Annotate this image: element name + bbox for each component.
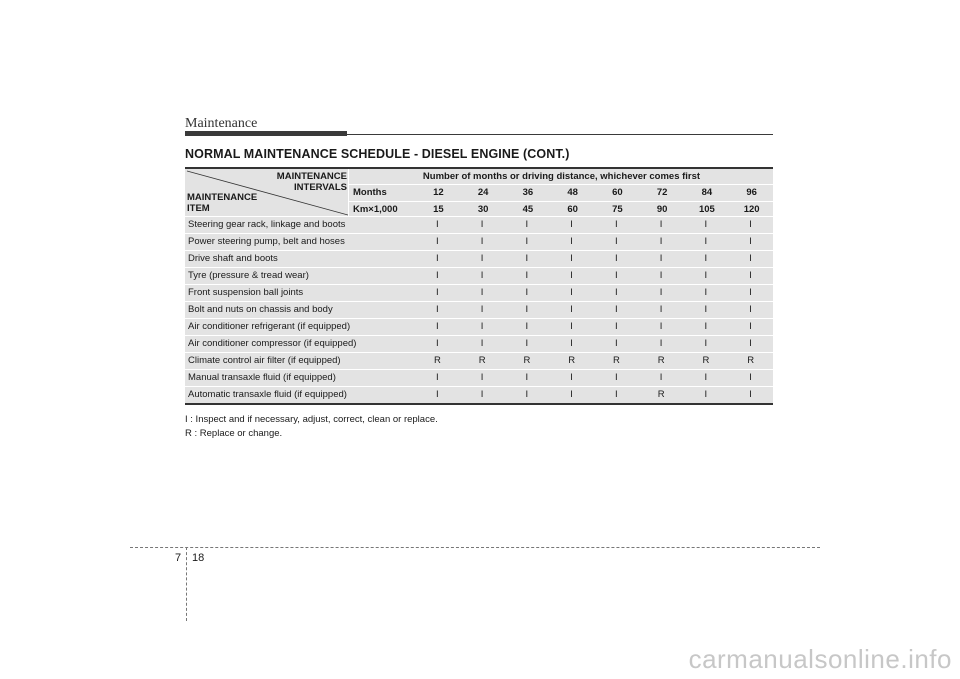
schedule-cell: R bbox=[657, 355, 665, 366]
legend bbox=[185, 413, 438, 441]
schedule-cell: R bbox=[478, 355, 486, 366]
months-cell: 96 bbox=[746, 187, 757, 198]
months-cell: 60 bbox=[612, 187, 623, 198]
maintenance-item: Power steering pump, belt and hoses bbox=[188, 236, 345, 247]
chapter-number: 7 bbox=[175, 552, 182, 564]
schedule-cell: I bbox=[704, 287, 708, 298]
schedule-cell: I bbox=[570, 219, 573, 230]
schedule-cell: I bbox=[525, 287, 529, 298]
km-row bbox=[349, 201, 774, 218]
schedule-cell: I bbox=[615, 287, 618, 298]
km-cell: 45 bbox=[522, 204, 534, 215]
schedule-cell: I bbox=[525, 372, 529, 383]
schedule-cell: I bbox=[570, 236, 573, 247]
schedule-cell: R bbox=[657, 389, 665, 400]
schedule-cell: I bbox=[570, 304, 573, 315]
table-row bbox=[185, 352, 773, 369]
schedule-cell: I bbox=[704, 219, 708, 230]
schedule-cell: I bbox=[749, 321, 752, 332]
table-row bbox=[185, 369, 773, 386]
schedule-cell: I bbox=[659, 304, 663, 315]
schedule-cell: I bbox=[749, 219, 752, 230]
schedule-cell: I bbox=[749, 287, 752, 298]
months-cell: 48 bbox=[567, 187, 578, 198]
maintenance-schedule-table bbox=[185, 167, 773, 405]
label-maintenance-item bbox=[187, 192, 257, 214]
schedule-cell: I bbox=[570, 321, 573, 332]
schedule-cell: I bbox=[570, 389, 573, 400]
schedule-cell: I bbox=[480, 372, 484, 383]
schedule-cell: I bbox=[480, 304, 484, 315]
schedule-cell: I bbox=[615, 253, 618, 264]
footer-divider bbox=[186, 547, 187, 621]
table-row bbox=[185, 386, 773, 405]
maintenance-item: Air conditioner refrigerant (if equipped) bbox=[188, 321, 351, 332]
interval-header bbox=[348, 169, 774, 216]
table-row bbox=[185, 216, 773, 233]
schedule-cell: I bbox=[525, 338, 529, 349]
km-cell: 60 bbox=[567, 204, 578, 215]
schedule-cell: I bbox=[615, 321, 618, 332]
schedule-cell: I bbox=[436, 287, 439, 298]
maintenance-item: Manual transaxle fluid (if equipped) bbox=[188, 372, 336, 383]
km-cell: 15 bbox=[433, 204, 444, 215]
schedule-cell: I bbox=[525, 321, 529, 332]
table-row bbox=[185, 267, 773, 284]
table-row bbox=[185, 284, 773, 301]
legend-replace: R : Replace or change. bbox=[185, 428, 283, 439]
schedule-cell: I bbox=[704, 270, 708, 281]
schedule-cell: I bbox=[615, 304, 618, 315]
table-row bbox=[185, 318, 773, 335]
schedule-cell: I bbox=[704, 321, 708, 332]
schedule-cell: I bbox=[436, 253, 439, 264]
table-row bbox=[185, 335, 773, 352]
schedule-cell: I bbox=[436, 219, 439, 230]
schedule-cell: I bbox=[659, 253, 663, 264]
schedule-cell: I bbox=[704, 372, 708, 383]
schedule-cell: I bbox=[570, 253, 573, 264]
schedule-cell: I bbox=[436, 321, 439, 332]
months-label: Months bbox=[353, 187, 387, 198]
schedule-cell: I bbox=[480, 338, 484, 349]
label-item-text: MAINTENANCE ITEM bbox=[187, 192, 258, 214]
page-title: NORMAL MAINTENANCE SCHEDULE - DIESEL ENGINE (CONT.) bbox=[185, 147, 570, 161]
maintenance-item: Climate control air filter (if equipped) bbox=[188, 355, 341, 366]
schedule-cell: I bbox=[659, 236, 663, 247]
schedule-cell: I bbox=[704, 236, 708, 247]
schedule-cell: I bbox=[525, 304, 529, 315]
schedule-cell: R bbox=[702, 355, 710, 366]
schedule-cell: I bbox=[659, 338, 663, 349]
schedule-cell: I bbox=[659, 321, 663, 332]
km-cell: 75 bbox=[612, 204, 623, 215]
km-cell: 120 bbox=[743, 204, 760, 215]
schedule-cell: I bbox=[436, 338, 439, 349]
watermark-text: carmanualsonline.info bbox=[688, 644, 952, 674]
legend-inspect: I : Inspect and if necessary, adjust, correct, clean or replace. bbox=[185, 414, 438, 425]
schedule-cell: I bbox=[615, 372, 618, 383]
schedule-cell: I bbox=[480, 270, 484, 281]
schedule-cell: I bbox=[704, 389, 708, 400]
footer-rule bbox=[130, 547, 820, 548]
months-cell: 72 bbox=[656, 187, 668, 198]
schedule-cell: I bbox=[659, 372, 663, 383]
schedule-cell: I bbox=[615, 389, 618, 400]
months-cell: 12 bbox=[433, 187, 444, 198]
schedule-cell: I bbox=[570, 287, 573, 298]
schedule-cell: I bbox=[704, 304, 708, 315]
table-body bbox=[185, 216, 773, 405]
maintenance-item: Automatic transaxle fluid (if equipped) bbox=[188, 389, 347, 400]
schedule-cell: R bbox=[523, 355, 531, 366]
interval-caption: Number of months or driving distance, whichever comes first bbox=[349, 169, 774, 185]
maintenance-item: Bolt and nuts on chassis and body bbox=[188, 304, 333, 315]
schedule-cell: I bbox=[525, 219, 529, 230]
km-cell: 30 bbox=[477, 204, 489, 215]
schedule-cell: I bbox=[749, 236, 752, 247]
table-header bbox=[185, 167, 773, 216]
schedule-cell: I bbox=[749, 372, 752, 383]
schedule-cell: I bbox=[749, 389, 752, 400]
schedule-cell: I bbox=[570, 270, 573, 281]
schedule-cell: I bbox=[525, 253, 529, 264]
km-label: Km×1,000 bbox=[353, 204, 398, 215]
schedule-cell: I bbox=[749, 304, 752, 315]
schedule-cell: I bbox=[525, 236, 529, 247]
schedule-cell: I bbox=[480, 219, 484, 230]
schedule-cell: I bbox=[749, 270, 752, 281]
label-intervals-text: MAINTENANCE INTERVALS bbox=[276, 171, 347, 193]
schedule-cell: I bbox=[659, 219, 663, 230]
schedule-cell: I bbox=[480, 389, 484, 400]
schedule-cell: I bbox=[525, 389, 529, 400]
label-maintenance-intervals bbox=[271, 171, 347, 193]
schedule-cell: R bbox=[568, 355, 576, 366]
table-row bbox=[185, 301, 773, 318]
schedule-cell: I bbox=[525, 270, 529, 281]
km-cell: 90 bbox=[656, 204, 668, 215]
maintenance-item: Air conditioner compressor (if equipped) bbox=[188, 338, 357, 349]
schedule-cell: I bbox=[704, 338, 708, 349]
months-cell: 84 bbox=[701, 187, 713, 198]
schedule-cell: I bbox=[615, 338, 618, 349]
schedule-cell: I bbox=[659, 287, 663, 298]
schedule-cell: I bbox=[570, 372, 573, 383]
page-number: 18 bbox=[192, 552, 205, 564]
schedule-cell: I bbox=[436, 270, 439, 281]
header-rule bbox=[347, 134, 773, 135]
table-row bbox=[185, 233, 773, 250]
schedule-cell: I bbox=[749, 253, 752, 264]
schedule-cell: I bbox=[480, 253, 484, 264]
schedule-cell: I bbox=[480, 236, 484, 247]
schedule-cell: I bbox=[749, 338, 752, 349]
section-title: Maintenance bbox=[185, 116, 258, 131]
maintenance-item: Steering gear rack, linkage and boots bbox=[188, 219, 346, 230]
schedule-cell: R bbox=[612, 355, 620, 366]
schedule-cell: I bbox=[615, 270, 618, 281]
schedule-cell: I bbox=[436, 304, 439, 315]
months-cell: 24 bbox=[477, 187, 489, 198]
schedule-cell: I bbox=[704, 253, 708, 264]
schedule-cell: I bbox=[570, 338, 573, 349]
header-bar bbox=[185, 131, 347, 136]
maintenance-item: Drive shaft and boots bbox=[188, 253, 278, 264]
months-row bbox=[349, 185, 774, 201]
schedule-cell: I bbox=[436, 372, 439, 383]
table-row bbox=[185, 250, 773, 267]
schedule-cell: I bbox=[480, 287, 484, 298]
schedule-cell: I bbox=[659, 270, 663, 281]
maintenance-item: Tyre (pressure & tread wear) bbox=[188, 270, 309, 281]
schedule-cell: I bbox=[436, 236, 439, 247]
schedule-cell: R bbox=[747, 355, 755, 366]
months-cell: 36 bbox=[522, 187, 534, 198]
km-cell: 105 bbox=[698, 204, 715, 215]
schedule-cell: I bbox=[480, 321, 484, 332]
schedule-cell: I bbox=[436, 389, 439, 400]
schedule-cell: I bbox=[615, 236, 618, 247]
schedule-cell: R bbox=[433, 355, 441, 366]
maintenance-item: Front suspension ball joints bbox=[188, 287, 304, 298]
schedule-cell: I bbox=[615, 219, 618, 230]
